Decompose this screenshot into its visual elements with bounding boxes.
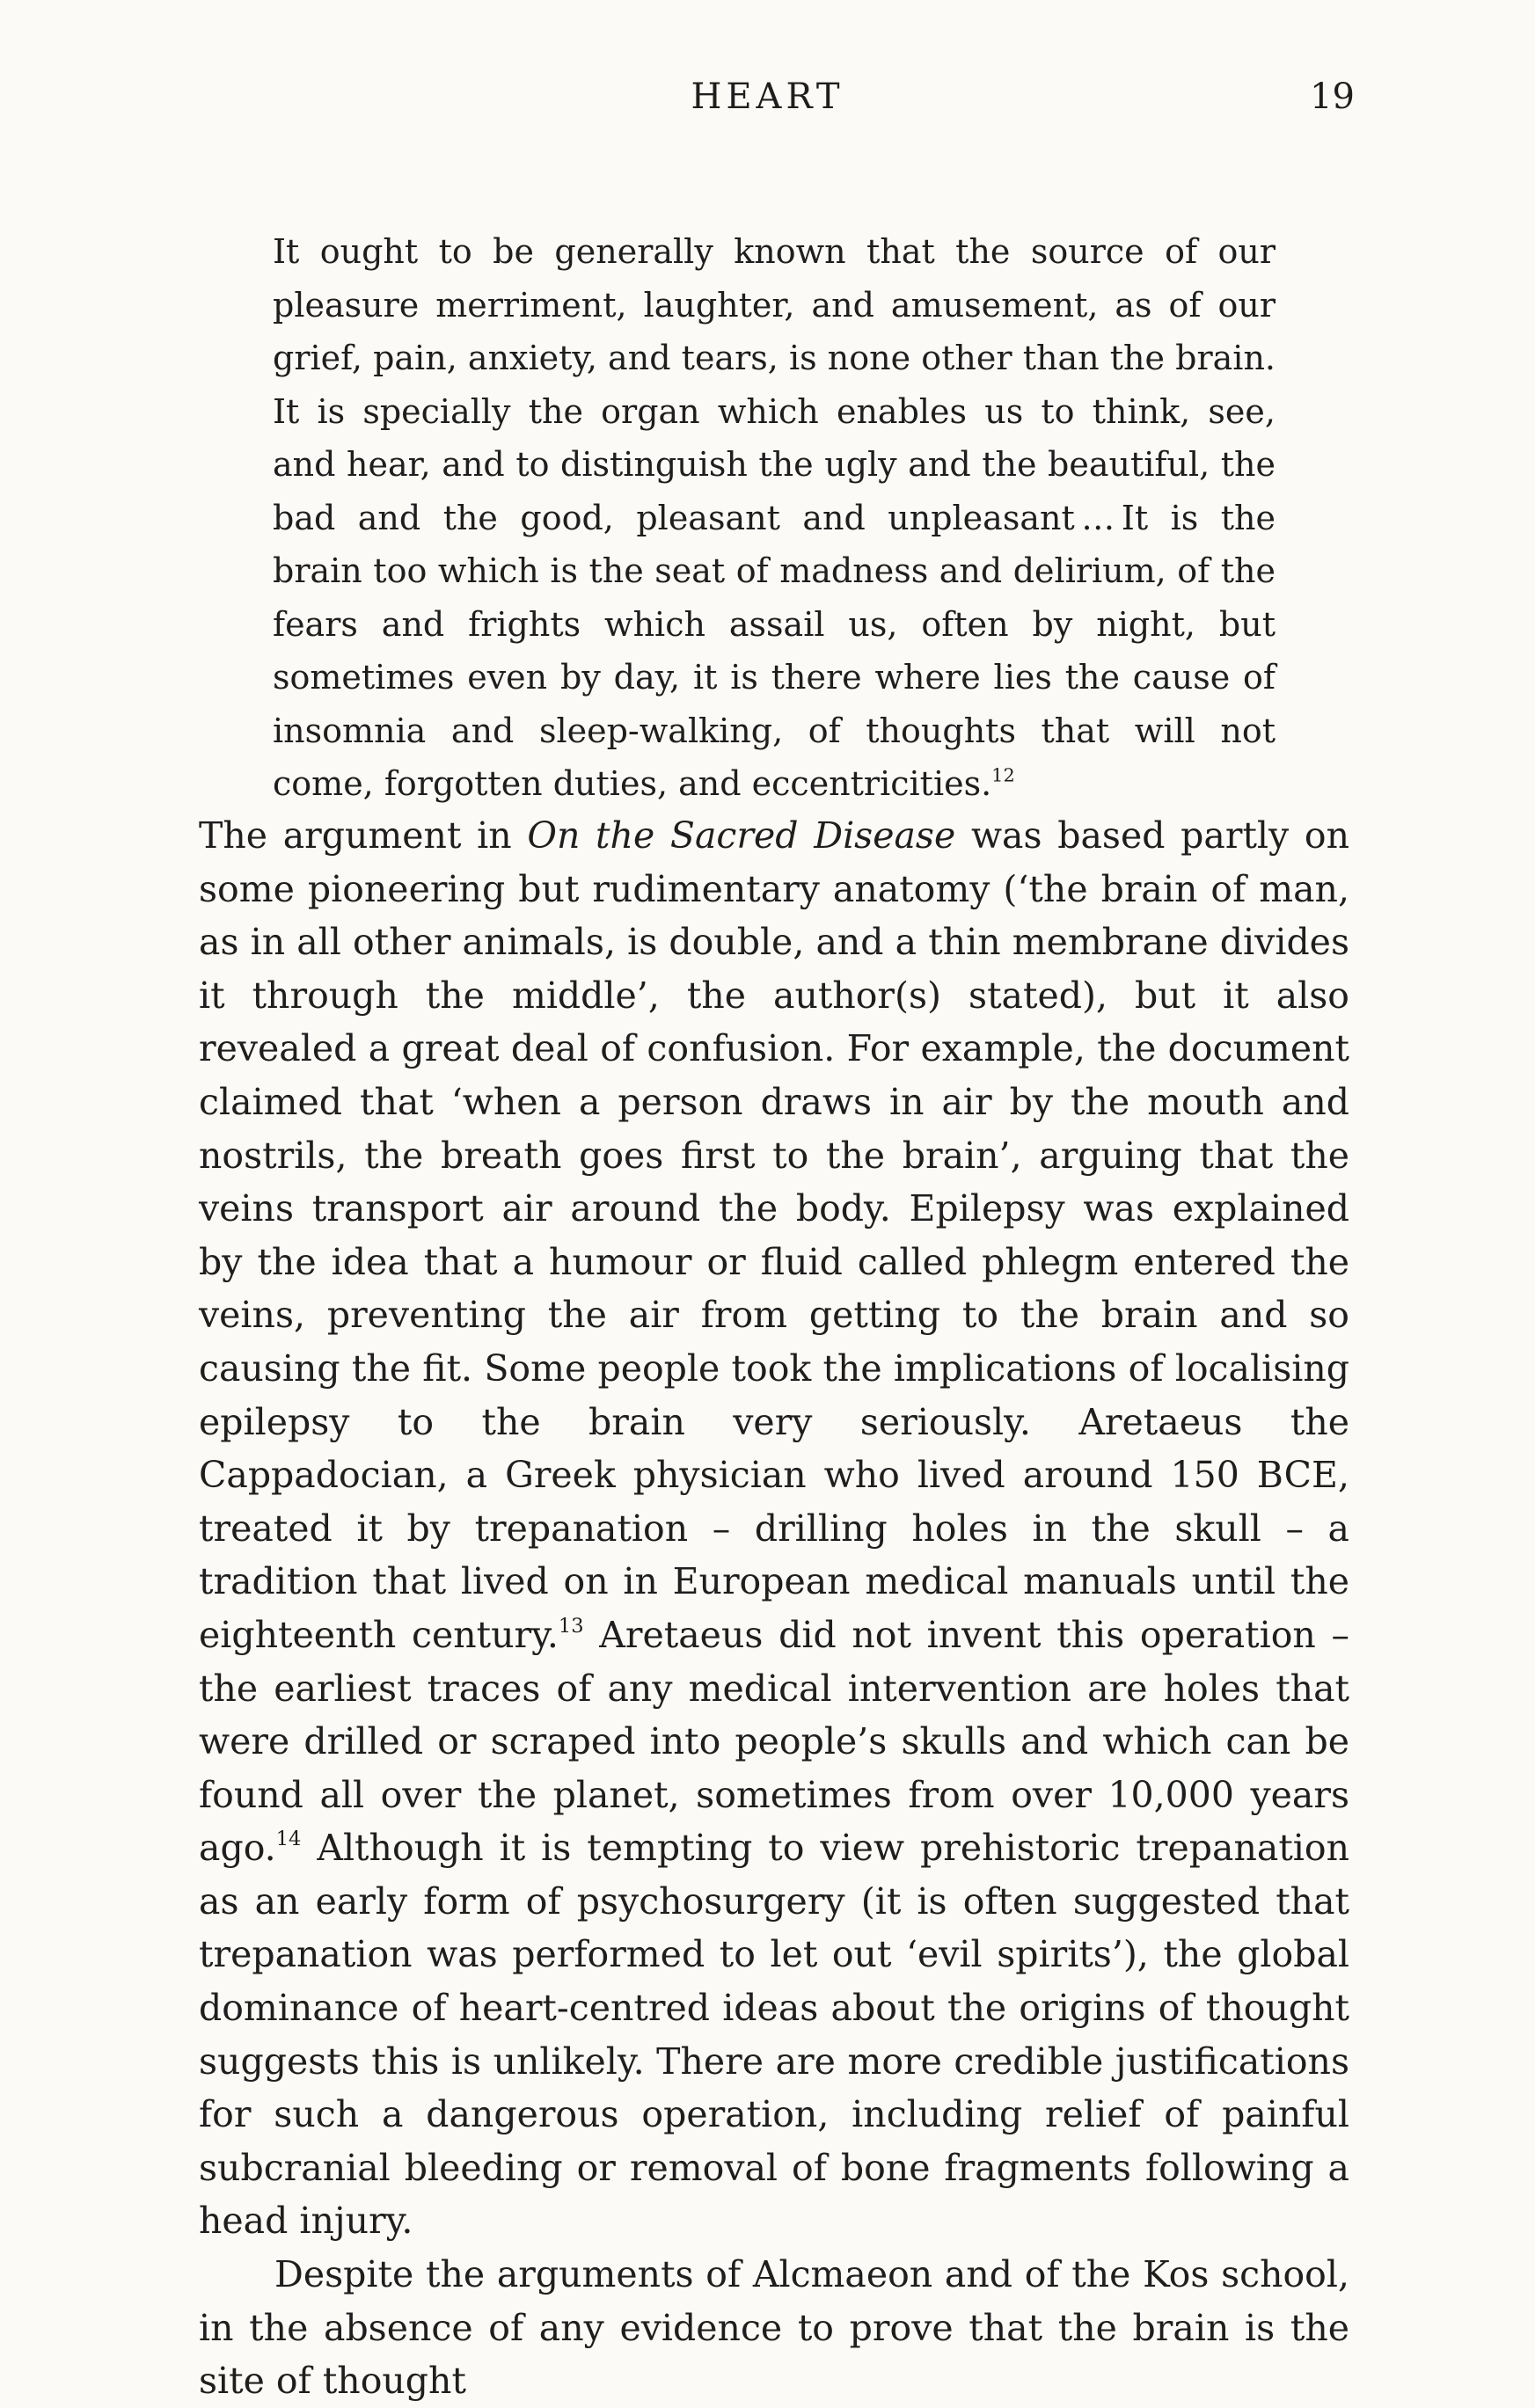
page-number: 19 <box>1310 77 1355 117</box>
text-segment: Although it is tempting to view prehistoric trepanation as an early form of psychosurgery (it is often suggested that trepanation was performed to let out ‘evil spirits’), the global dominance of heart-centred ideas about the origins of thought suggests this is unlikely. There are more credible justifications for such a dangerous operation, including relief of painful subcranial bleeding or removal of bone fragments following a head injury. <box>199 1827 1349 2243</box>
body-text <box>199 809 1349 2408</box>
paragraph <box>199 809 1349 2248</box>
quote-text: It ought to be generally known that the source of our pleasure merriment, laughter, and amusement, as of our grief, pain, anxiety, and tears, is none other than the brain. It is specially the organ which enables us to think, see, and hear, and to distinguish the ugly and the beautiful, the bad and the good, pleasant and unpleasant … It is the brain too which is the seat of madness and delirium, of the fears and frights which assail us, often by night, but sometimes even by day, it is there where lies the cause of insomnia and sleep-walking, of thoughts that will not come, forgotten duties, and eccentricities. <box>273 232 1276 803</box>
text-segment: Aretaeus did not invent this operation – the earliest traces of any medical intervention are holes that were drilled or scraped into people’s skulls and which can be found all over the planet, sometimes from over 10,000 years ago. <box>199 1613 1350 1870</box>
book-title: On the Sacred Disease <box>527 814 956 857</box>
block-quote <box>273 225 1276 811</box>
footnote-ref-14: 14 <box>275 1828 302 1851</box>
page-header <box>0 70 1535 123</box>
paragraph: Despite the arguments of Alcmaeon and of the Kos school, in the absence of any evidence to prove that the brain is the site of thought <box>199 2253 1349 2403</box>
footnote-ref-12: 12 <box>991 764 1015 786</box>
text-segment: was based partly on some pioneering but rudimentary anatomy (‘the brain of man, as in all other animals, is double, and a thin membrane divides it through the middle’, the author(s) stated), but it also revealed a great deal of confusion. For example, the document claimed that ‘when a person draws in air by the mouth and nostrils, the breath goes first to the brain’, arguing that the veins transport air around the body. Epilepsy was explained by the idea that a humour or fluid called phlegm entered the veins, preventing the air from getting to the brain and so causing the fit. Some people took the implications of localising epilepsy to the brain very seriously. Aretaeus the Cappadocian, a Greek physician who lived around 150 BCE, treated it by trepanation – drilling holes in the skull – a tradition that lived on in European medical manuals until the eighteenth century. <box>199 814 1349 1656</box>
footnote-ref-13: 13 <box>558 1615 584 1638</box>
running-head: HEART <box>691 77 844 117</box>
text-segment: The argument in <box>199 814 528 857</box>
